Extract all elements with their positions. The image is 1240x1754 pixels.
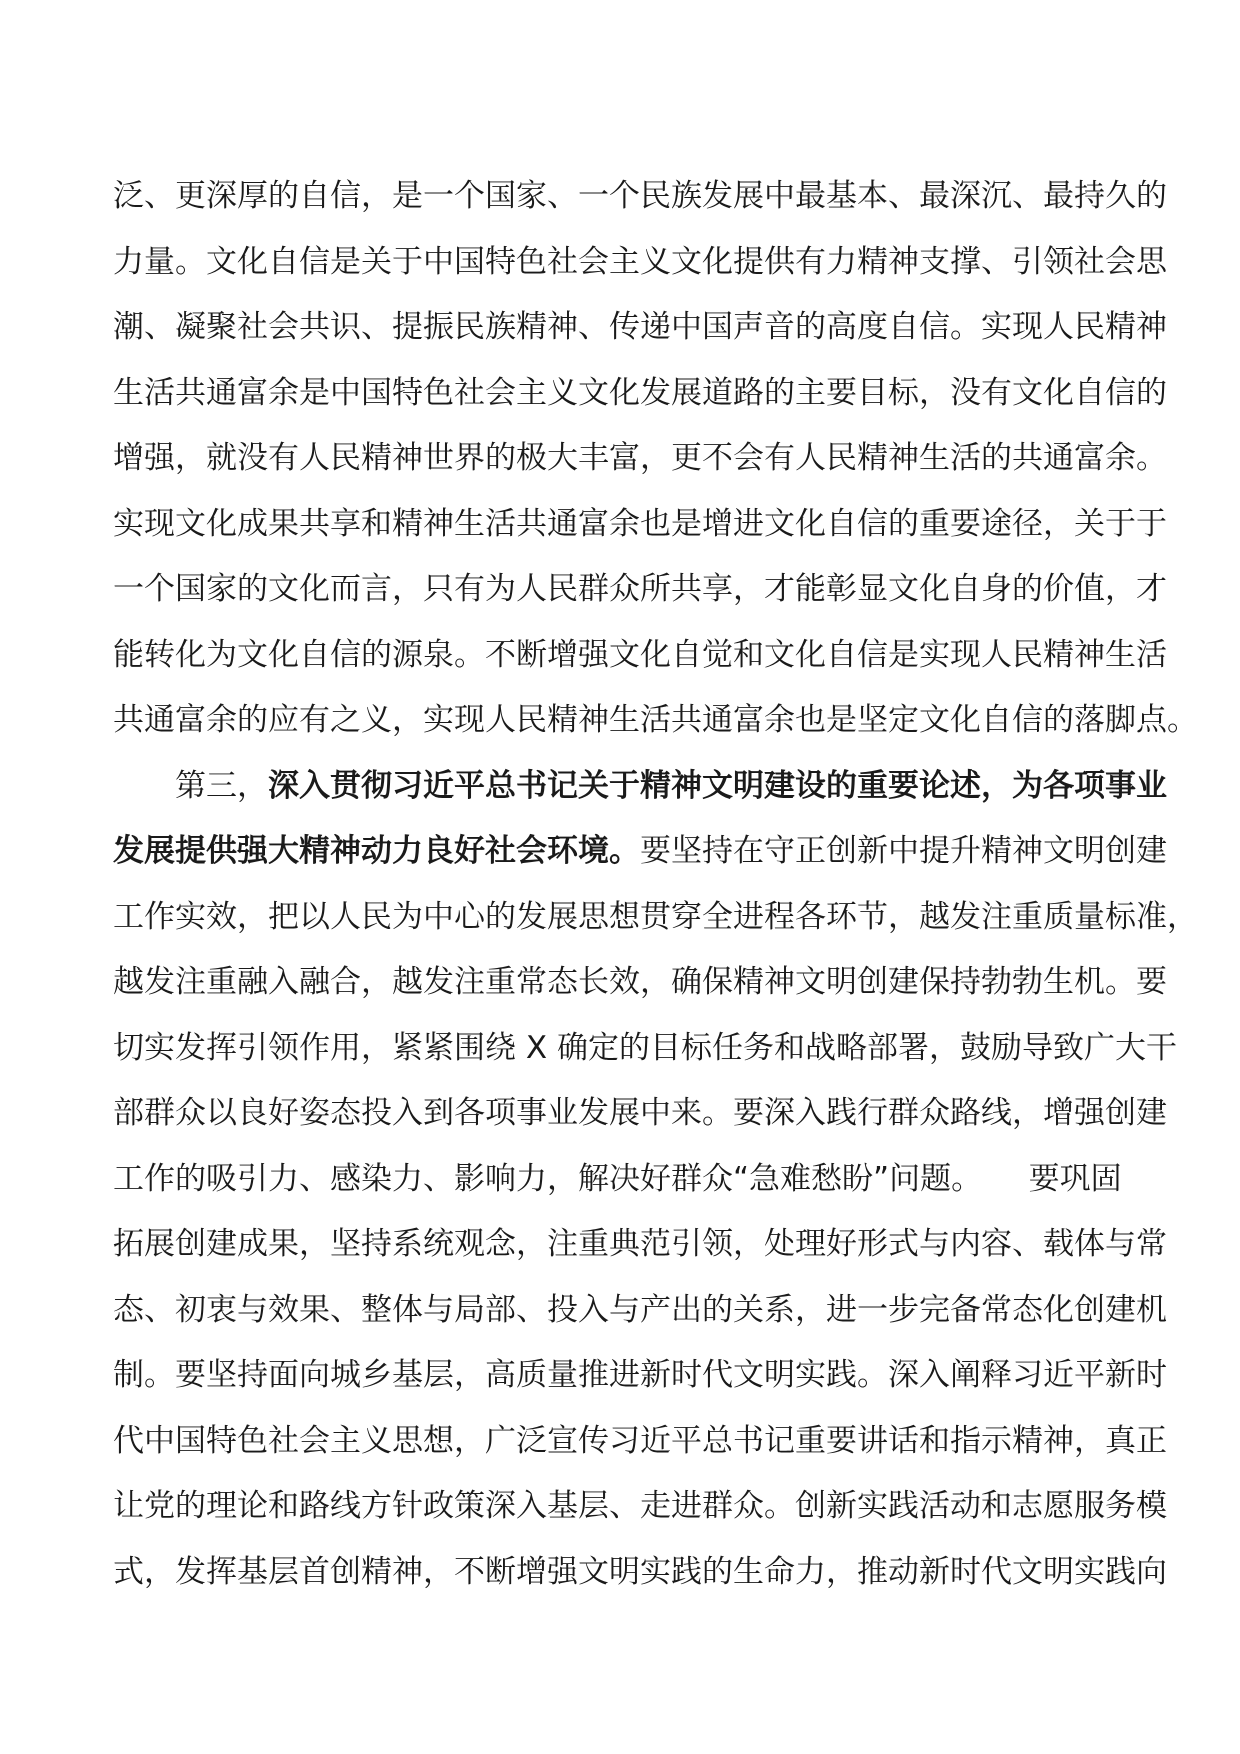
text-line: 一个国家的文化而言，只有为人民群众所共享，才能彰显文化自身的价值，才	[113, 571, 1167, 607]
text-line: 让党的理论和路线方针政策深入基层、走进群众。创新实践活动和志愿服务模	[113, 1488, 1167, 1524]
text-line: 共通富余的应有之义，实现人民精神生活共通富余也是坚定文化自信的落脚点。	[113, 702, 1198, 738]
paragraph-third-first-line	[113, 754, 1167, 820]
text-line: 拓展创建成果，坚持系统观念，注重典范引领，处理好形式与内容、载体与常	[113, 1226, 1167, 1262]
text-line: 增强，就没有人民精神世界的极大丰富，更不会有人民精神生活的共通富余。	[113, 440, 1167, 476]
text-line: 工作的吸引力、感染力、影响力，解决好群众“急难愁盼”问题。 要巩固	[113, 1160, 1122, 1197]
text-line: 部群众以良好姿态投入到各项事业发展中来。要深入践行群众路线，增强创建	[113, 1095, 1167, 1131]
text-line: 工作实效，把以人民为中心的发展思想贯穿全进程各环节，越发注重质量标准，	[113, 898, 1198, 935]
text-line: 态、初衷与效果、整体与局部、投入与产出的关系，进一步完备常态化创建机	[113, 1291, 1167, 1328]
third-heading-part2: 发展提供强大精神动力良好社会环境。	[113, 833, 640, 869]
text-line: 潮、凝聚社会共识、提振民族精神、传递中国声音的高度自信。实现人民精神	[113, 309, 1167, 345]
text-line: 力量。文化自信是关于中国特色社会主义文化提供有力精神支撑、引领社会思	[113, 243, 1167, 280]
third-heading-part1: 深入贯彻习近平总书记关于精神文明建设的重要论述，为各项事业	[268, 767, 1167, 804]
text-line: 生活共通富余是中国特色社会主义文化发展道路的主要目标，没有文化自信的	[113, 374, 1167, 411]
text-line: 能转化为文化自信的源泉。不断增强文化自觉和文化自信是实现人民精神生活	[113, 636, 1167, 673]
text-line: 制。要坚持面向城乡基层，高质量推进新时代文明实践。深入阐释习近平新时	[113, 1357, 1167, 1393]
paragraph-third-second-line	[113, 819, 1167, 885]
text-line: 式，发挥基层首创精神，不断增强文明实践的生命力，推动新时代文明实践向	[113, 1553, 1167, 1590]
third-line2-rest: 要坚持在守正创新中提升精神文明创建	[640, 833, 1167, 869]
text-line: 切实发挥引领作用，紧紧围绕 X 确定的目标任务和战略部署，鼓励导致广大干	[113, 1029, 1177, 1066]
body-text	[113, 164, 1198, 1605]
text-line: 越发注重融入融合，越发注重常态长效，确保精神文明创建保持勃勃生机。要	[113, 964, 1167, 1000]
third-intro: 第三，	[175, 767, 268, 804]
text-line: 泛、更深厚的自信，是一个国家、一个民族发展中最基本、最深沉、最持久的	[113, 178, 1167, 214]
text-line: 实现文化成果共享和精神生活共通富余也是增进文化自信的重要途径，关于于	[113, 505, 1167, 542]
text-line: 代中国特色社会主义思想，广泛宣传习近平总书记重要讲话和指示精神，真正	[113, 1422, 1167, 1459]
